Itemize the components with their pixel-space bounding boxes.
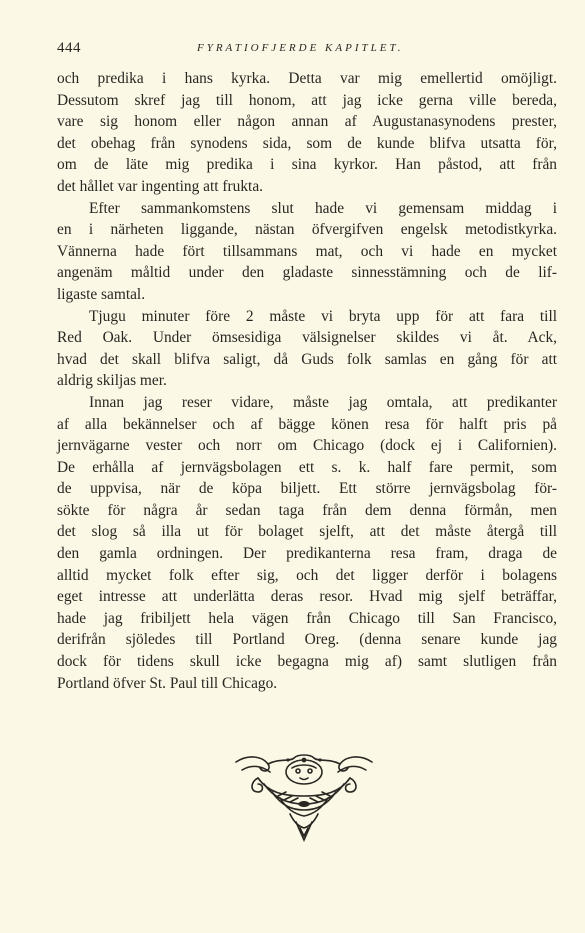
text-line: hvad det skall blifva saligt, då Guds folk samlas en gång för att [57, 350, 557, 368]
text-line: jernvägarne vester och norr om Chicago (dock ej i Californien). [57, 437, 557, 455]
text-line: Vännerna hade fört tillsammans mat, och vi hade en mycket [57, 242, 557, 260]
text-line: den gamla ordningen. Der predikanterna resa fram, draga de [57, 545, 557, 563]
text-line: Portland öfver St. Paul till Chicago. [57, 674, 278, 692]
text-line: dock för tidens skull icke begagna mig af) samt slutligen från [57, 653, 557, 671]
text-line: en i närheten liggande, nästan öfvergifven engelsk metodistkyrka. [57, 221, 557, 239]
text-line: derifrån sjöledes till Portland Oreg. (denna senare kunde jag [57, 631, 557, 649]
text-line: och predika i hans kyrka. Detta var mig emellertid omöjligt. [57, 70, 557, 87]
body-text [57, 68, 557, 694]
vignette-ornament-icon [228, 752, 380, 844]
text-line: Tjugu minuter före 2 måste vi bryta upp för att fara till [89, 307, 557, 325]
text-line: Innan jag reser vidare, måste jag omtala, att predikanter [89, 393, 557, 411]
page-number: 444 [57, 40, 81, 56]
text-line: Efter sammankomstens slut hade vi gemensam middag i [89, 199, 557, 217]
text-line: De erhålla af jernvägsbolagen ett s. k. half fare permit, som [57, 458, 557, 476]
text-line: det hållet var ingenting att frukta. [57, 177, 263, 195]
text-line: Dessutom skref jag till honom, att jag icke gerna ville bereda, [57, 91, 557, 109]
text-line: af alla bekännelser och af bägge könen resa för halft pris på [57, 415, 557, 433]
text-line: alltid mycket folk efter sig, och det ligger derför i bolagens [57, 566, 557, 584]
text-line: det slog så illa ut för bolaget sjelft, att det måste återgå till [57, 523, 557, 541]
text-line: sökte för några år sedan taga från dem denna förmån, men [57, 501, 557, 519]
text-line: ligaste samtal. [57, 285, 146, 303]
text-line: hade jag fribiljett hela vägen från Chicago till San Francisco, [57, 609, 557, 627]
page-header [57, 40, 557, 58]
running-title: FYRATIOFJERDE KAPITLET. [197, 42, 404, 54]
text-line: Red Oak. Under ömsesidiga välsignelser skildes vi åt. Ack, [57, 329, 557, 347]
text-line: angenäm måltid under den gladaste sinnesstämning och de lif- [57, 264, 557, 282]
text-line: eget intresse att underlätta deras resor. Hvad mig sjelf beträffar, [57, 588, 557, 606]
text-line: vare sig honom eller någon annan af Augustanasynodens prester, [57, 113, 557, 131]
text-line: de uppvisa, när de köpa biljett. Ett större jernvägsbolag för- [57, 480, 557, 498]
text-line: det obehag från synodens sida, som de kunde blifva utsatta för, [57, 134, 557, 152]
text-line: aldrig skiljas mer. [57, 372, 167, 390]
text-line: om de läte mig predika i sina kyrkor. Han påstod, att från [57, 156, 557, 174]
